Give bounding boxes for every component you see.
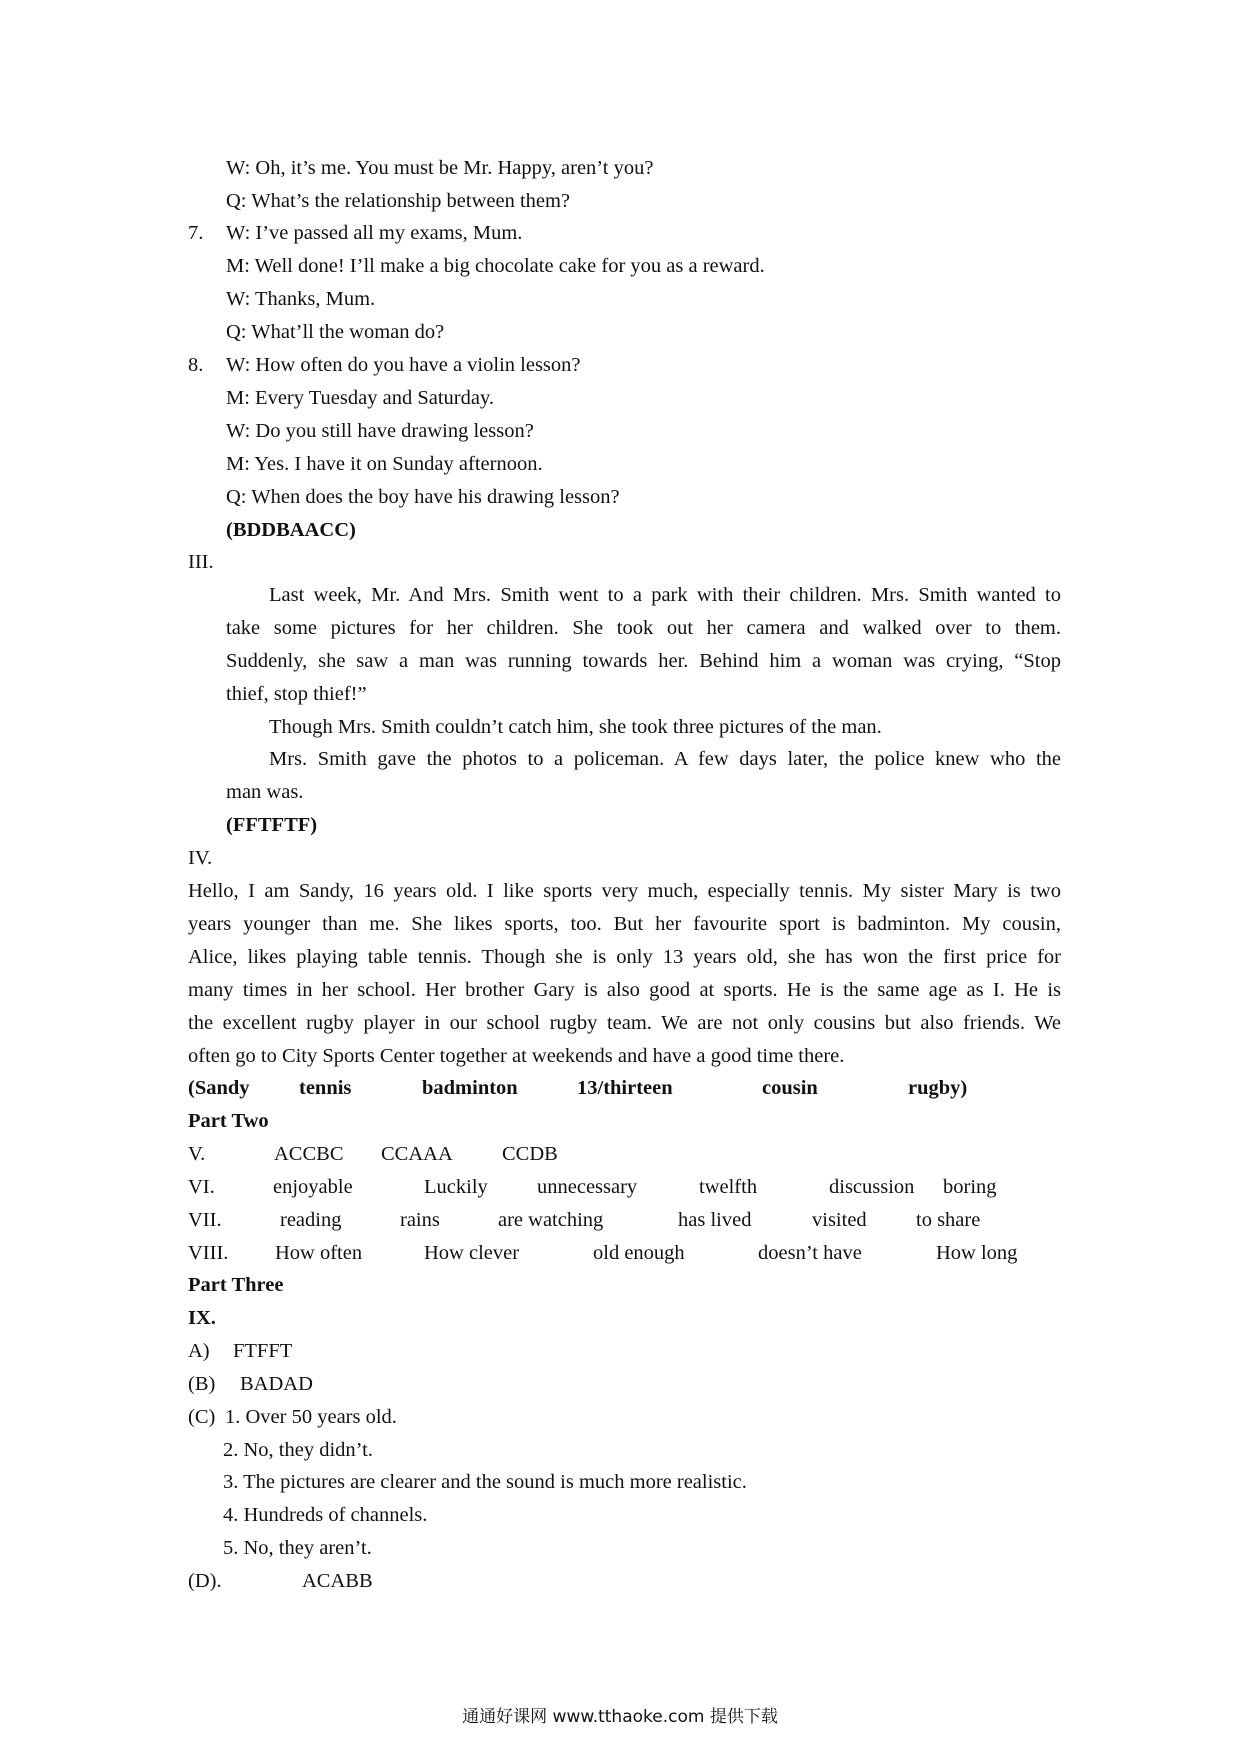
passage-line: Hello, I am Sandy, 16 years old. I like sports very much, especially tennis. My sister Mary is two — [188, 880, 1061, 902]
answer-word: has lived — [678, 1209, 752, 1231]
dialogue-line: W: How often do you have a violin lesson? — [226, 354, 581, 376]
dialogue-line: M: Well done! I’ll make a big chocolate cake for you as a reward. — [226, 255, 765, 277]
row-label: VII. — [188, 1209, 222, 1231]
passage-line: many times in her school. Her brother Gary is also good at sports. He is the same age as I. He is — [188, 979, 1061, 1001]
answer-sentence: 4. Hundreds of channels. — [223, 1504, 428, 1526]
dialogue-line: W: Oh, it’s me. You must be Mr. Happy, aren’t you? — [226, 157, 654, 179]
dialogue-question: Q: When does the boy have his drawing lesson? — [226, 486, 620, 508]
dialogue-line: W: I’ve passed all my exams, Mum. — [226, 222, 523, 244]
answer-word: How often — [275, 1242, 363, 1264]
section-heading: IX. — [188, 1307, 216, 1329]
answer-key: (Sandy — [188, 1077, 250, 1099]
answer-word: discussion — [829, 1176, 915, 1198]
answer-word: boring — [943, 1176, 997, 1198]
passage-line: Last week, Mr. And Mrs. Smith went to a park with their children. Mrs. Smith wanted to — [269, 584, 1061, 606]
page-footer: 通通好课网 www.tthaoke.com 提供下载 — [462, 1707, 778, 1727]
answer-sentence: 2. No, they didn’t. — [223, 1439, 373, 1461]
answer-sentence: 5. No, they aren’t. — [223, 1537, 372, 1559]
answer-sentence: 3. The pictures are clearer and the sound is much more realistic. — [223, 1471, 747, 1493]
section-heading: IV. — [188, 847, 213, 869]
answer-word: visited — [812, 1209, 867, 1231]
passage-line: man was. — [226, 781, 304, 803]
passage-line: years younger than me. She likes sports, too. But her favourite sport is badminton. My cousin, — [188, 913, 1061, 935]
answer-key: tennis — [299, 1077, 352, 1099]
passage-line: often go to City Sports Center together at weekends and have a good time there. — [188, 1045, 845, 1067]
row-label: V. — [188, 1143, 206, 1165]
answer-key: CCAAA — [381, 1143, 453, 1165]
part-title: Part Three — [188, 1274, 284, 1296]
row-label: VIII. — [188, 1242, 229, 1264]
answer-word: How long — [936, 1242, 1018, 1264]
answer-key: badminton — [422, 1077, 518, 1099]
dialogue-line: M: Yes. I have it on Sunday afternoon. — [226, 453, 543, 475]
answer-word: old enough — [593, 1242, 685, 1264]
answer-word: rains — [400, 1209, 440, 1231]
passage-line: Mrs. Smith gave the photos to a policeman. A few days later, the police knew who the — [269, 748, 1061, 770]
answer-word: enjoyable — [273, 1176, 353, 1198]
answer-word: Luckily — [424, 1176, 488, 1198]
answer-key: rugby) — [908, 1077, 968, 1099]
row-label: VI. — [188, 1176, 215, 1198]
passage-line: Alice, likes playing table tennis. Though she is only 13 years old, she has won the first price for — [188, 946, 1061, 968]
dialogue-line: M: Every Tuesday and Saturday. — [226, 387, 494, 409]
row-label: (D). — [188, 1570, 222, 1592]
dialogue-question: Q: What’s the relationship between them? — [226, 190, 571, 212]
answer-word: twelfth — [699, 1176, 758, 1198]
dialogue-line: W: Do you still have drawing lesson? — [226, 420, 534, 442]
passage-line: Though Mrs. Smith couldn’t catch him, she took three pictures of the man. — [269, 716, 882, 738]
item-number: 7. — [188, 222, 204, 244]
part-title: Part Two — [188, 1110, 269, 1132]
answer-key: 13/thirteen — [577, 1077, 673, 1099]
answer-key: (BDDBAACC) — [226, 519, 356, 541]
answer-word: How clever — [424, 1242, 520, 1264]
passage-line: Suddenly, she saw a man was running towards her. Behind him a woman was crying, “Stop — [226, 650, 1061, 672]
answer-key: ACCBC — [274, 1143, 344, 1165]
answer-sentence: 1. Over 50 years old. — [225, 1406, 397, 1428]
dialogue-question: Q: What’ll the woman do? — [226, 321, 445, 343]
dialogue-line: W: Thanks, Mum. — [226, 288, 376, 310]
answer-word: doesn’t have — [758, 1242, 862, 1264]
row-label: (C) — [188, 1406, 216, 1428]
passage-line: take some pictures for her children. She took out her camera and walked over to them. — [226, 617, 1061, 639]
answer-key: BADAD — [240, 1373, 313, 1395]
passage-line: thief, stop thief!” — [226, 683, 367, 705]
answer-word: reading — [280, 1209, 342, 1231]
row-label: A) — [188, 1340, 210, 1362]
passage-line: the excellent rugby player in our school rugby team. We are not only cousins but also friends. We — [188, 1012, 1061, 1034]
answer-key: ACABB — [302, 1570, 373, 1592]
answer-key: cousin — [762, 1077, 818, 1099]
answer-key: CCDB — [502, 1143, 558, 1165]
answer-word: unnecessary — [537, 1176, 638, 1198]
section-heading: III. — [188, 551, 214, 573]
item-number: 8. — [188, 354, 204, 376]
answer-word: to share — [916, 1209, 981, 1231]
answer-key: FTFFT — [233, 1340, 293, 1362]
row-label: (B) — [188, 1373, 216, 1395]
answer-word: are watching — [498, 1209, 604, 1231]
answer-key: (FFTFTF) — [226, 814, 318, 836]
